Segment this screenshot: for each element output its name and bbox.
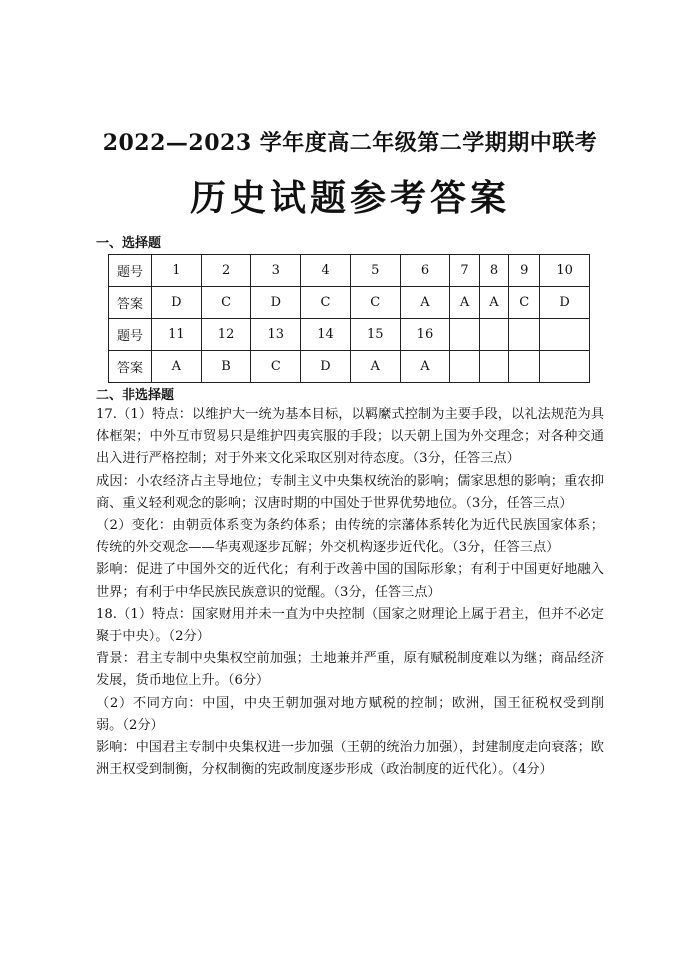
table-cell: 12	[201, 319, 251, 351]
table-row	[109, 287, 590, 319]
table-cell: C	[251, 351, 301, 383]
answer-body	[96, 404, 604, 781]
table-cell: 4	[301, 255, 351, 287]
table-row	[109, 319, 590, 351]
table-cell: A	[350, 351, 400, 383]
answer-paragraph: （2）变化：由朝贡体系变为条约体系；由传统的宗藩体系转化为近代民族国家体系；传统的外交观念——华夷观逐步瓦解；外交机构逐步近代化。（3分，任答三点）	[96, 518, 604, 556]
table-cell: 3	[251, 255, 301, 287]
table-cell: D	[301, 351, 351, 383]
table-cell	[479, 351, 508, 383]
table-cell	[450, 351, 479, 383]
table-cell: A	[450, 287, 479, 319]
table-cell	[479, 319, 508, 351]
table-cell: 2	[201, 255, 251, 287]
table-cell	[509, 351, 540, 383]
table-cell	[540, 351, 590, 383]
question-number-label: 题号	[109, 255, 152, 287]
answer-paragraph: 影响：促进了中国外交的近代化；有利于改善中国的国际形象；有利于中国更好地融入世界；有利于中华民族民族意识的觉醒。（3分，任答三点）	[96, 562, 604, 600]
table-cell: D	[152, 287, 202, 319]
answer-paragraph: 成因：小农经济占主导地位；专制主义中央集权统治的影响；儒家思想的影响；重农抑商、重义轻利观念的影响；汉唐时期的中国处于世界优势地位。（3分，任答三点）	[96, 473, 604, 511]
table-cell: 1	[152, 255, 202, 287]
table-cell: C	[350, 287, 400, 319]
table-cell: 9	[509, 255, 540, 287]
answer-label: 答案	[109, 287, 152, 319]
table-cell	[540, 319, 590, 351]
exam-title: 2022—2023 学年度高二年级第二学期期中联考	[102, 130, 598, 156]
table-cell: A	[152, 351, 202, 383]
table-cell: 8	[479, 255, 508, 287]
table-cell: 6	[400, 255, 450, 287]
section-heading-nonchoice: 二、非选择题	[96, 388, 175, 403]
table-cell: A	[479, 287, 508, 319]
table-cell: A	[400, 351, 450, 383]
table-cell: 13	[251, 319, 301, 351]
answer-paragraph: 18.（1）特点：国家财用并未一直为中央控制（国家之财理论上属于君主，但并不必定聚于中央）。（2分）	[96, 606, 604, 645]
section-heading-choice: 一、选择题	[96, 236, 162, 251]
table-row	[109, 255, 590, 287]
table-cell: C	[201, 287, 251, 319]
table-cell: 11	[152, 319, 202, 351]
table-cell: 14	[301, 319, 351, 351]
answer-paragraph: （2）不同方向：中国，中央王朝加强对地方赋税的控制；欧洲，国王征税权受到削弱。（2分）	[96, 695, 604, 733]
table-cell: B	[201, 351, 251, 383]
table-cell: D	[251, 287, 301, 319]
table-cell	[509, 319, 540, 351]
answer-key-title: 历史试题参考答案	[189, 177, 510, 219]
table-cell: C	[301, 287, 351, 319]
table-row	[109, 351, 590, 383]
answer-paragraph: 背景：君主专制中央集权空前加强；土地兼并严重，原有赋税制度难以为继；商品经济发展，货币地位上升。（6分）	[96, 651, 604, 689]
table-cell	[450, 319, 479, 351]
answer-paragraph: 影响：中国君主专制中央集权进一步加强（王朝的统治力加强），封建制度走向衰落；欧洲王权受到制衡，分权制衡的宪政制度逐步形成（政治制度的近代化）。（4分）	[96, 740, 604, 778]
question-number-label: 题号	[109, 319, 152, 351]
table-cell: C	[509, 287, 540, 319]
table-cell: 15	[350, 319, 400, 351]
table-cell: A	[400, 287, 450, 319]
table-cell: 7	[450, 255, 479, 287]
table-cell: 5	[350, 255, 400, 287]
answer-paragraph: 17.（1）特点：以维护大一统为基本目标，以羁縻式控制为主要手段，以礼法规范为具体框架；中外互市贸易只是维护四夷宾服的手段；以天朝上国为外交理念；对各种交通出入进行严格控制；对于外来文化采取区别对待态度。（3分，任答三点）	[96, 407, 604, 467]
answer-label: 答案	[109, 351, 152, 383]
answer-table	[108, 254, 590, 383]
table-cell: 10	[540, 255, 590, 287]
table-cell: D	[540, 287, 590, 319]
table-cell: 16	[400, 319, 450, 351]
